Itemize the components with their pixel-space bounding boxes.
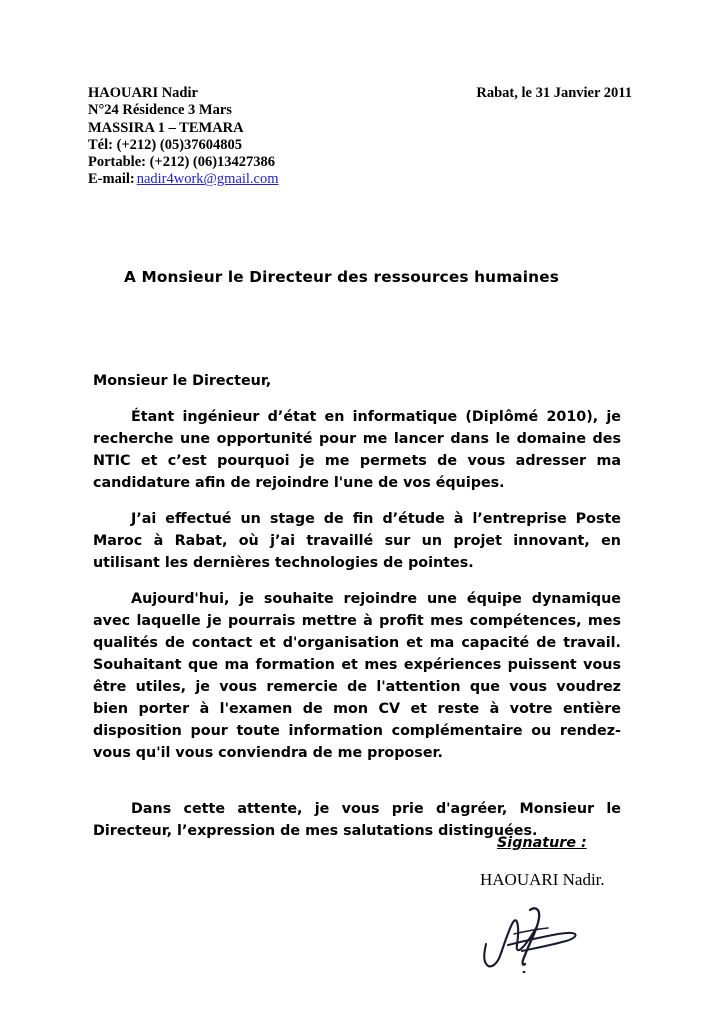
sender-phone-mobile: Portable: (+212) (06)13427386 — [88, 154, 276, 171]
sender-address-line-2: MASSIRA 1 – TEMARA — [88, 119, 244, 136]
body-paragraph-1: Étant ingénieur d’état en informatique (Diplômé 2010), je recherche une opportunité pour me lancer dans le domaine des NTIC et c’est pourquoi je me permets de vous adresser ma candidature afin de rejoindre l'une de vos équipes. — [93, 409, 621, 491]
signature-name: HAOUARI Nadir. — [480, 870, 605, 889]
body-paragraph-3: Aujourd'hui, je souhaite rejoindre une équipe dynamique avec laquelle je pourrais mettre à profit mes compétences, mes qualités de contact et d'organisation et ma capacité de travail. Souhaitant que ma formation et mes expériences puissent vous être utiles, je vous remercie de l'attention que vous voudrez bien porter à l'examen de mon CV et reste à votre entière disposition pour toute information complémentaire ou rendez-vous qu'il vous conviendra de me proposer. — [93, 591, 621, 761]
letterhead — [88, 85, 634, 189]
email-label: E-mail: — [88, 171, 135, 188]
signature-block — [400, 830, 728, 1030]
sender-phone-fixed: Tél: (+212) (05)37604805 — [88, 136, 243, 153]
body-paragraph-2: J’ai effectué un stage de fin d’étude à l’entreprise Poste Maroc à Rabat, où j’ai travaillé sur un projet innovant, en utilisant les dernières technologies de pointes. — [93, 511, 621, 571]
salutation: Monsieur le Directeur, — [93, 373, 272, 389]
sender-address-line-1: N°24 Résidence 3 Mars — [88, 102, 232, 119]
letter-body — [93, 370, 621, 842]
handwritten-signature-icon — [478, 898, 608, 988]
letter-date: Rabat, le 31 Janvier 2011 — [476, 85, 632, 101]
body-paragraph-closing: Dans cette attente, je vous prie d'agréer, Monsieur le Directeur, l’expression de mes salutations distinguées. — [93, 801, 621, 839]
recipient-title: A Monsieur le Directeur des ressources humaines — [124, 268, 559, 286]
sender-email-row — [88, 171, 634, 188]
email-link[interactable]: nadir4work@gmail.com — [136, 171, 279, 188]
signature-label: Signature : — [497, 835, 587, 851]
sender-name: HAOUARI Nadir — [88, 85, 198, 101]
